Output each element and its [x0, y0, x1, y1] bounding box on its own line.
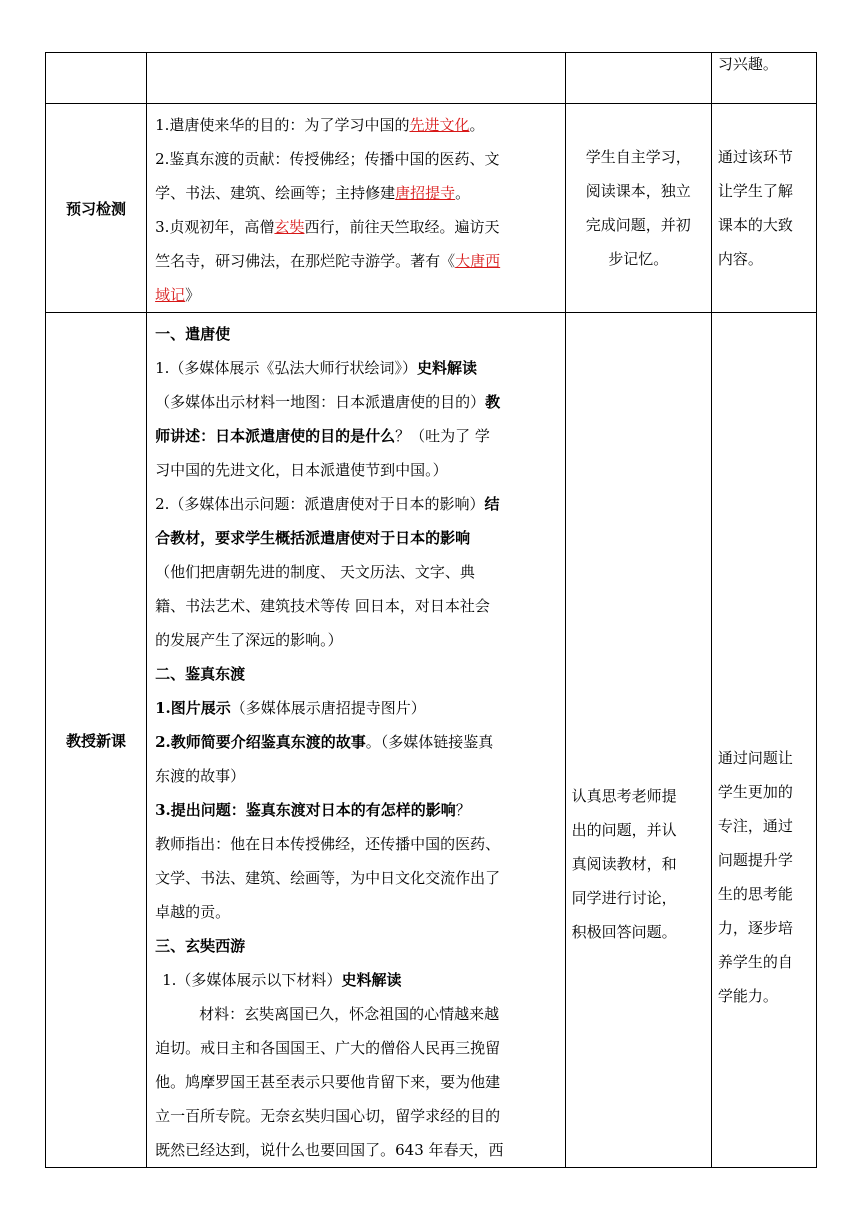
- preview-content: [147, 104, 566, 313]
- text-line: 教师指出：他在日本传授佛经，还传播中国的医药、: [155, 835, 501, 853]
- text-segment: 3.贞观初年，高僧: [155, 218, 275, 236]
- preview-line: [155, 108, 559, 142]
- bold-text: 师讲述：日本派遣唐使的目的是什么: [155, 427, 396, 445]
- cell-text-line: 让学生了解: [717, 182, 793, 200]
- table-row: [46, 313, 817, 1168]
- cell-text-line: 力，逐步培: [717, 919, 793, 937]
- text-segment: 竺名寺，研习佛法，在那烂陀寺游学。著有《: [155, 252, 456, 270]
- section-heading: 二、鉴真东渡: [155, 665, 246, 683]
- bold-text: 结: [484, 495, 500, 513]
- text-line: 1.（多媒体展示以下材料）: [162, 971, 342, 989]
- bold-text: 合教材，要求学生概括派遣唐使对于日本的影响: [155, 529, 471, 547]
- text-segment: 西行，前往天竺取经。遍访天: [304, 218, 500, 236]
- bold-text: 3.提出问题：鉴真东渡对日本的有怎样的影响: [155, 801, 456, 819]
- cell-text-line: 学生更加的: [717, 783, 793, 801]
- text-line: 的发展产生了深远的影响。）: [155, 631, 343, 649]
- cell-text-line: 阅读课本，独立: [585, 182, 691, 200]
- cell-text-line: 内容。: [717, 250, 763, 268]
- bold-text: 1.图片展示: [155, 699, 231, 717]
- text-line: 材料：玄奘离国已久，怀念祖国的心情越来越: [199, 1005, 500, 1023]
- preview-line: [155, 244, 559, 278]
- text-line: ？: [455, 801, 471, 819]
- cell-text-line: 学生自主学习，: [585, 148, 691, 166]
- preview-line: [155, 176, 559, 210]
- stage-label-teach: 教授新课: [46, 313, 147, 1168]
- cell-text-line: 出的问题，并认: [571, 821, 677, 839]
- stage-label-preview: 预习检测: [46, 104, 147, 313]
- text-line: 立一百所专院。无奈玄奘归国心切，留学求经的目的: [155, 1107, 501, 1125]
- text-segment: 。: [455, 184, 471, 202]
- cell-text-line: 完成问题，并初: [585, 216, 691, 234]
- preview-line: [155, 210, 559, 244]
- cell-text-line: 积极回答问题。: [571, 923, 677, 941]
- text-line: 既然已经达到，说什么也要回国了。643 年春天，西: [155, 1141, 504, 1159]
- student-activity-preview: [565, 104, 711, 313]
- underlined-answer: 先进文化: [409, 116, 470, 134]
- text-segment: 1.遣唐使来华的目的：为了学习中国的: [155, 116, 410, 134]
- text-line: 迫切。戒日主和各国国王、广大的僧俗人民再三挽留: [155, 1039, 501, 1057]
- text-line: 他。鸠摩罗国王甚至表示只要他肯留下来，要为他建: [155, 1073, 501, 1091]
- cell-text-line: 通过该环节: [717, 148, 793, 166]
- cell-text-line: 通过问题让: [717, 749, 793, 767]
- student-activity-teach: [565, 313, 711, 1168]
- underlined-answer: 唐招提寺: [395, 184, 456, 202]
- table-row: [46, 53, 817, 104]
- text-line: 籍、书法艺术、建筑技术等传 回日本，对日本社会: [155, 597, 490, 615]
- text-line: 。（多媒体链接鉴真: [365, 733, 494, 751]
- text-line: （他们把唐朝先进的制度、 天文历法、文字、典: [155, 563, 475, 581]
- cell-empty: [147, 53, 566, 104]
- cell-text-line: 养学生的自: [717, 953, 793, 971]
- cell-empty: [46, 53, 147, 104]
- text-segment: 》: [185, 286, 201, 304]
- cell-text-line: 认真思考老师提: [571, 787, 677, 805]
- table-row: [46, 104, 817, 313]
- section-heading: 一、遣唐使: [155, 325, 231, 343]
- cell-empty: [565, 53, 711, 104]
- text-line: 卓越的贡。: [155, 903, 231, 921]
- text-line: 东渡的故事）: [155, 767, 246, 785]
- design-purpose-preview: [711, 104, 816, 313]
- underlined-answer: 大唐西: [455, 252, 501, 270]
- bold-text: 2.教师简要介绍鉴真东渡的故事: [155, 733, 366, 751]
- purpose-cell: [711, 53, 816, 104]
- cell-text-line: 步记忆。: [608, 250, 669, 268]
- text-line: （多媒体展示唐招提寺图片）: [230, 699, 426, 717]
- text-line: 1.（多媒体展示《弘法大师行状绘词》）: [155, 359, 417, 377]
- preview-line: [155, 278, 559, 312]
- cell-text-line: 课本的大致: [717, 216, 793, 234]
- bold-text: 教: [485, 393, 501, 411]
- cell-text-line: 学能力。: [717, 987, 778, 1005]
- purpose-text: 习兴趣。: [717, 55, 778, 73]
- preview-line: [155, 142, 559, 176]
- cell-text-line: 生的思考能: [717, 885, 793, 903]
- underlined-answer: 域记: [155, 286, 186, 304]
- cell-text-line: 专注，通过: [717, 817, 793, 835]
- text-segment: 2.鉴真东渡的贡献：传授佛经；传播中国的医药、文: [155, 150, 500, 168]
- text-segment: 。: [469, 116, 485, 134]
- teach-content: [147, 313, 566, 1168]
- cell-text-line: 同学进行讨论，: [571, 889, 677, 907]
- text-line: （多媒体出示材料一地图：日本派遣唐使的目的）: [155, 393, 486, 411]
- text-line: 2.（多媒体出示问题：派遣唐使对于日本的影响）: [155, 495, 485, 513]
- bold-text: 史料解读: [416, 359, 477, 377]
- text-line: ？（吐为了 学: [395, 427, 490, 445]
- text-segment: 学、书法、建筑、绘画等；主持修建: [155, 184, 396, 202]
- text-line: 文学、书法、建筑、绘画等，为中日文化交流作出了: [155, 869, 501, 887]
- lesson-plan-table: [45, 52, 817, 1168]
- section-heading: 三、玄奘西游: [155, 937, 246, 955]
- text-line: 习中国的先进文化，日本派遣使节到中国。）: [155, 461, 448, 479]
- bold-text: 史料解读: [341, 971, 402, 989]
- underlined-answer: 玄奘: [274, 218, 305, 236]
- cell-text-line: 问题提升学: [717, 851, 793, 869]
- cell-text-line: 真阅读教材，和: [571, 855, 677, 873]
- design-purpose-teach: [711, 313, 816, 1168]
